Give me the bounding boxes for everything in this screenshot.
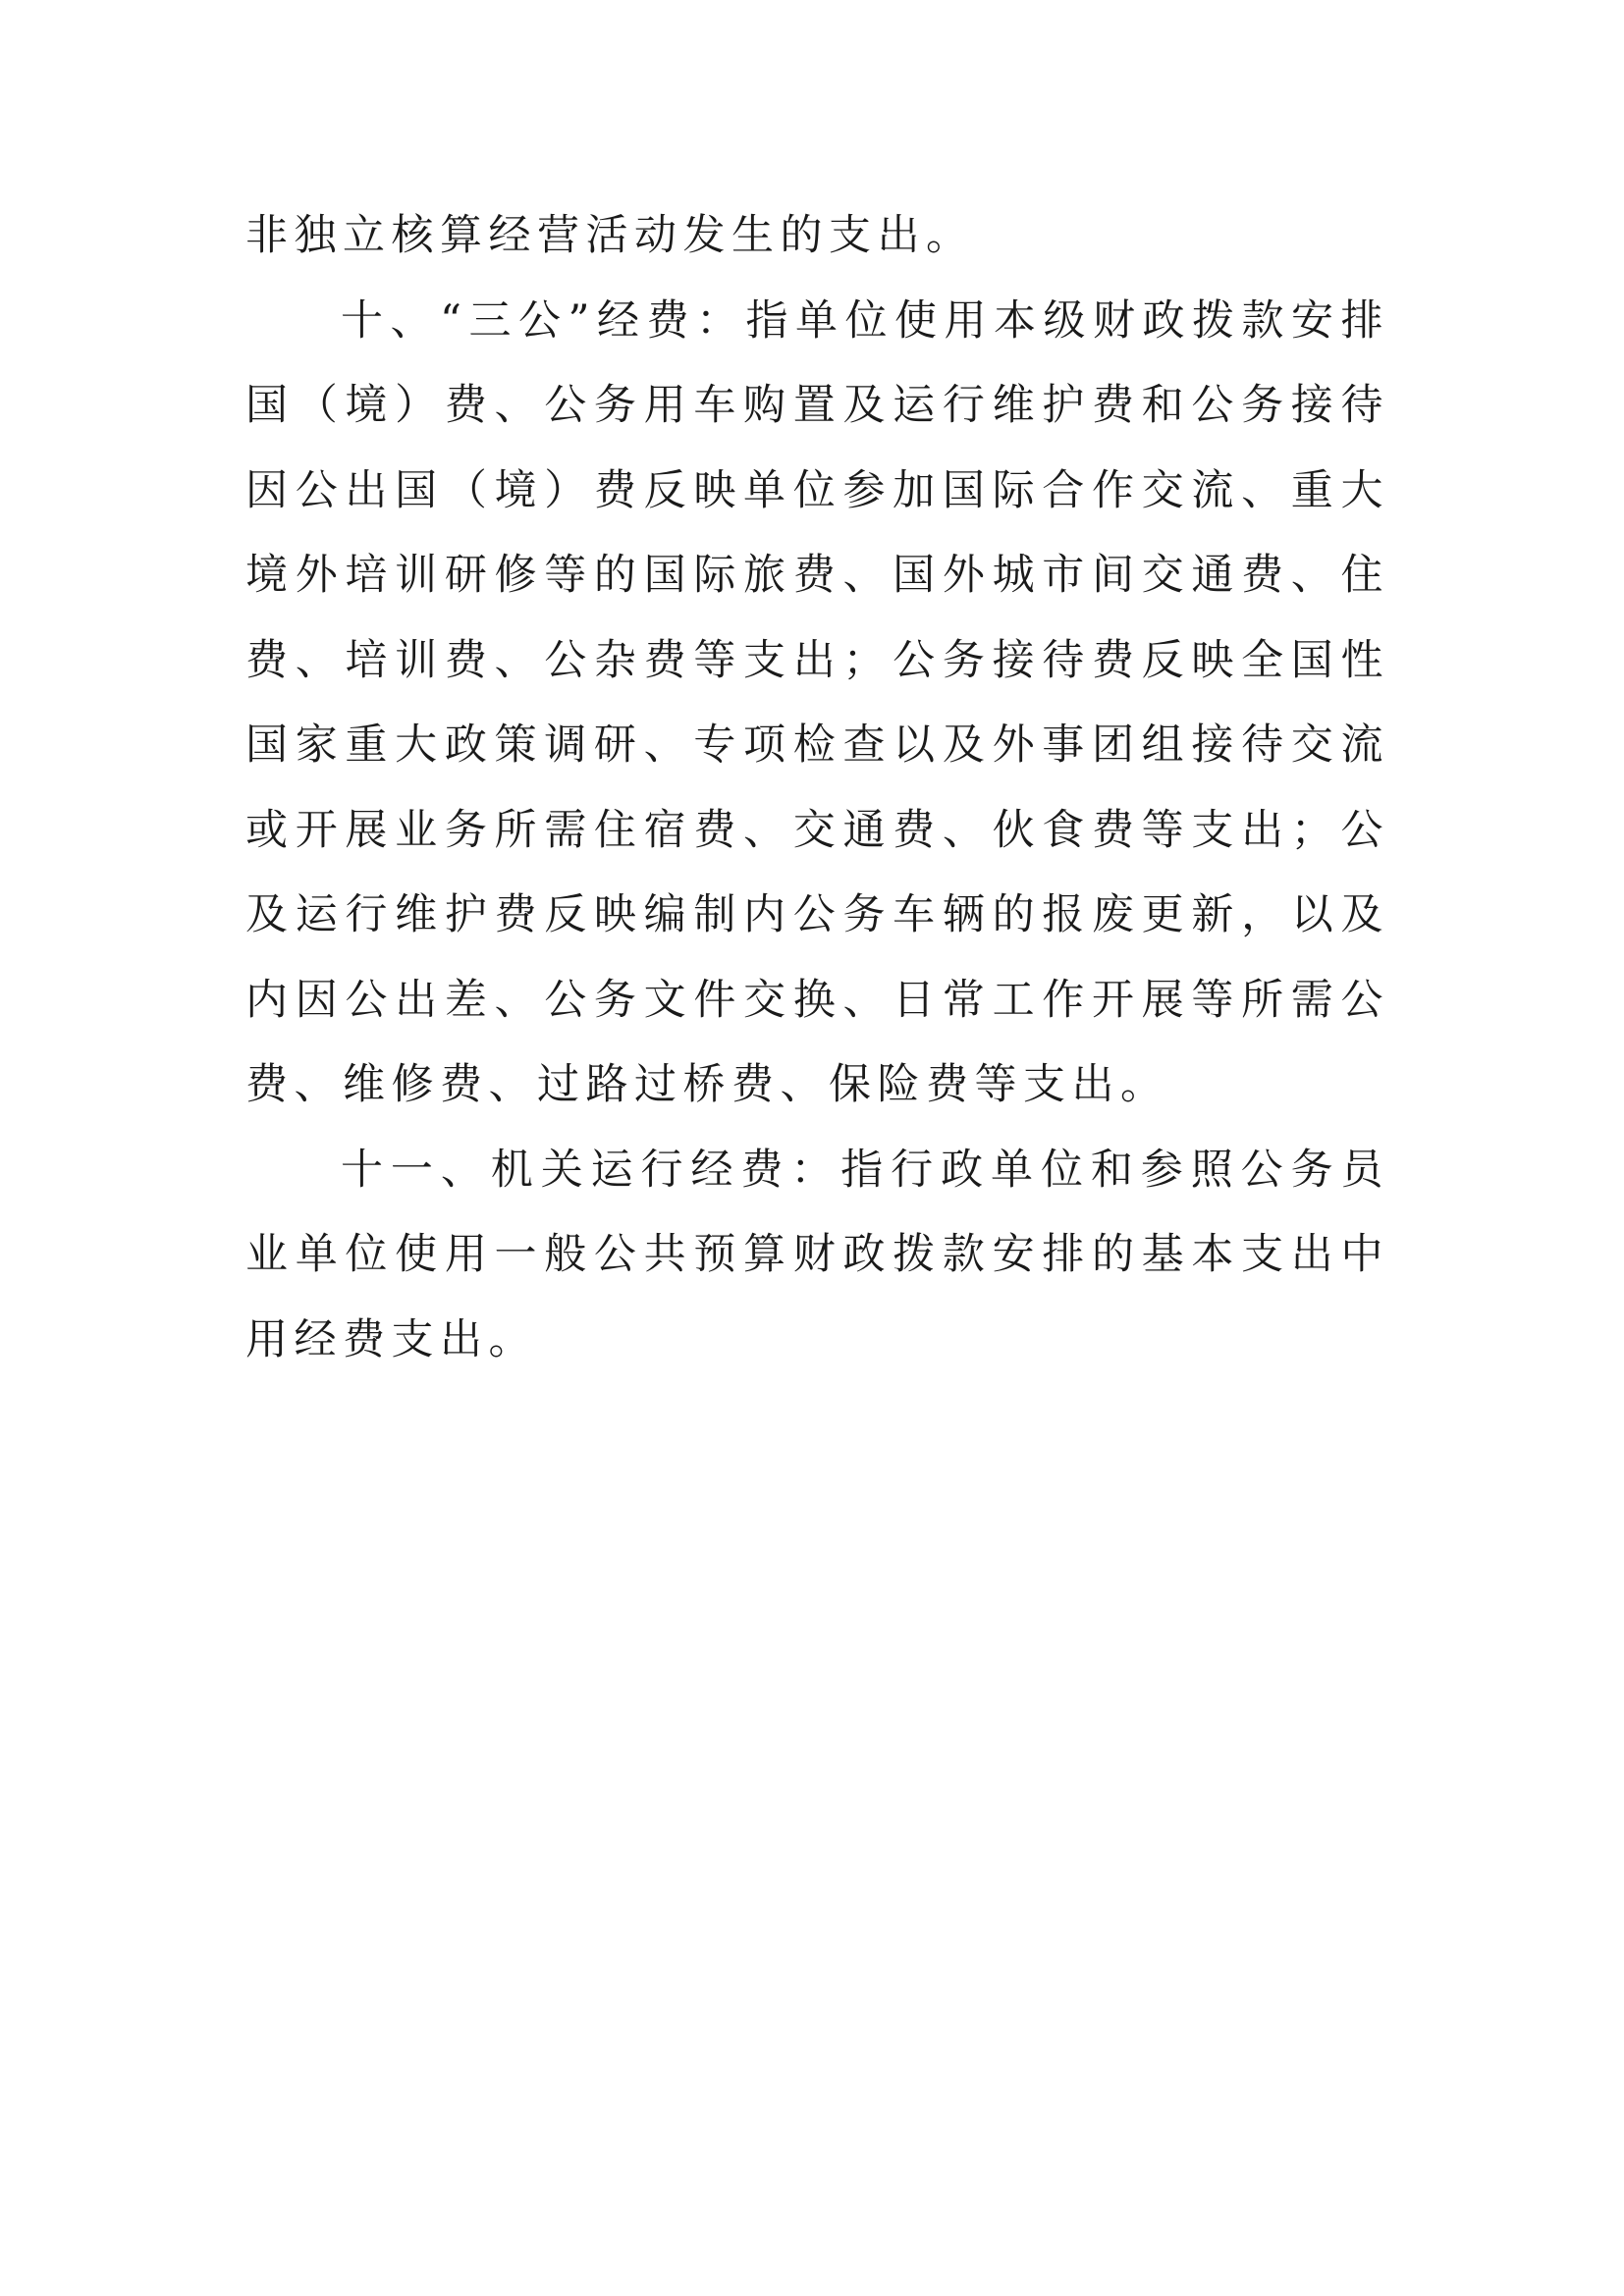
text-line: 国（境）费、公务用车购置及运行维护费和公务接待 [245,381,1389,430]
text-line: 用经费支出。 [245,1314,537,1364]
text-line: 内因公出差、公务文件交换、日常工作开展等所需公 [245,975,1389,1025]
text-line: 十、“三公”经费：指单位使用本级财政拨款安排 [341,295,1389,346]
text-line: 或开展业务所需住宿费、交通费、伙食费等支出；公 [245,805,1389,855]
paragraph-1 [245,193,1389,279]
text-line: 因公出国（境）费反映单位参加国际合作交流、重大 [245,465,1389,515]
text-line: 及运行维护费反映编制内公务车辆的报废更新，以及 [245,890,1389,939]
text-line: 费、培训费、公杂费等支出；公务接待费反映全国性 [245,635,1389,685]
text-line: 业单位使用一般公共预算财政拨款安排的基本支出中 [245,1230,1389,1279]
text-line: 费、维修费、过路过桥费、保险费等支出。 [245,1060,1169,1109]
text-line: 国家重大政策调研、专项检查以及外事团组接待交流 [245,721,1389,770]
text-line: 十一、机关运行经费：指行政单位和参照公务员 [341,1145,1389,1195]
paragraph-2-sangong-expenses [245,279,1389,1128]
text-line: 境外培训研修等的国际旅费、国外城市间交通费、住 [245,551,1389,600]
paragraph-3-operating-expenses [245,1128,1389,1383]
text-line: 非独立核算经营活动发生的支出。 [245,211,975,260]
document-body [245,193,1389,1382]
